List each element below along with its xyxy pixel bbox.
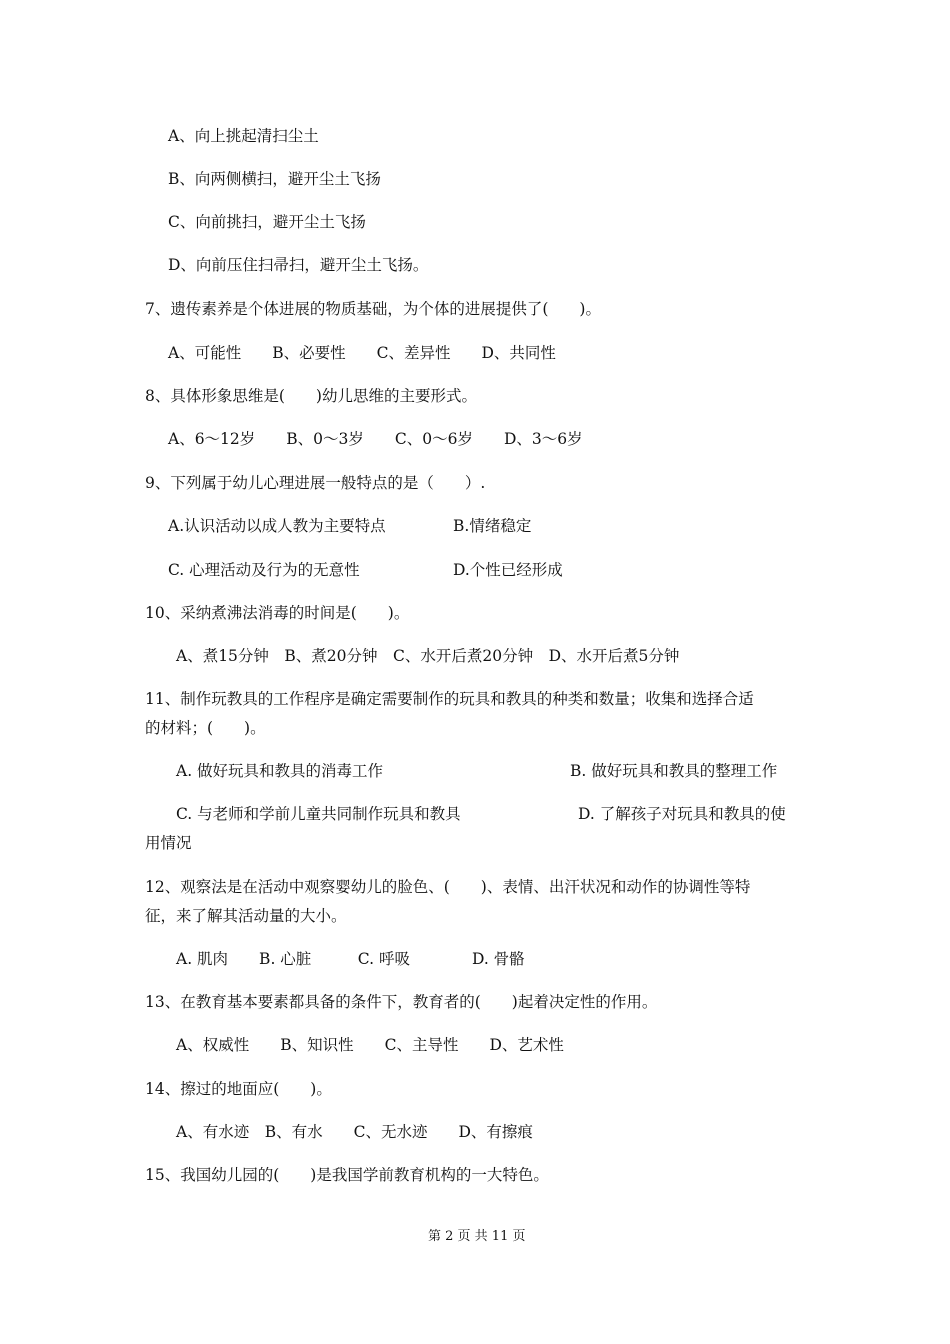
q6-option-d: D、向前压住扫帚扫，避开尘土飞扬。 [168, 256, 429, 274]
question-11-line-2: 的材料；( )。 [145, 719, 266, 737]
question-12-line-2: 征，来了解其活动量的大小。 [145, 907, 347, 925]
q6-option-c: C、向前挑扫，避开尘土飞扬 [168, 213, 366, 231]
question-15: 15、我国幼儿园的( )是我国学前教育机构的一大特色。 [145, 1166, 549, 1184]
question-10: 10、采纳煮沸法消毒的时间是( )。 [145, 604, 410, 622]
question-8: 8、具体形象思维是( )幼儿思维的主要形式。 [145, 387, 477, 405]
q9-option-d: D.个性已经形成 [453, 561, 563, 579]
q10-options: A、煮15分钟 B、煮20分钟 C、水开后煮20分钟 D、水开后煮5分钟 [176, 647, 680, 665]
q11-option-c: C. 与老师和学前儿童共同制作玩具和教具 [176, 805, 461, 823]
q11-option-d-cont: 用情况 [145, 834, 192, 852]
question-9: 9、下列属于幼儿心理进展一般特点的是（ ）. [145, 474, 486, 492]
q9-option-b: B.情绪稳定 [453, 517, 532, 535]
q9-option-a: A.认识活动以成人教为主要特点 [168, 517, 386, 535]
q11-option-b: B. 做好玩具和教具的整理工作 [570, 762, 778, 780]
page-footer: 第 2 页 共 11 页 [428, 1229, 526, 1244]
q8-options: A、6～12岁 B、0～3岁 C、0～6岁 D、3～6岁 [168, 430, 583, 448]
q9-option-c: C. 心理活动及行为的无意性 [168, 561, 360, 579]
question-12-line-1: 12、观察法是在活动中观察婴幼儿的脸色、( )、表情、出汗状况和动作的协调性等特 [145, 878, 751, 896]
q14-options: A、有水迹 B、有水 C、无水迹 D、有擦痕 [176, 1123, 533, 1141]
q13-options: A、权威性 B、知识性 C、主导性 D、艺术性 [176, 1036, 564, 1054]
q7-options: A、可能性 B、必要性 C、差异性 D、共同性 [168, 344, 556, 362]
q11-option-d: D. 了解孩子对玩具和教具的使 [578, 805, 786, 823]
q6-option-a: A、向上挑起清扫尘土 [168, 127, 319, 145]
q11-option-a: A. 做好玩具和教具的消毒工作 [176, 762, 384, 780]
q6-option-b: B、向两侧横扫，避开尘土飞扬 [168, 170, 381, 188]
question-13: 13、在教育基本要素都具备的条件下，教育者的( )起着决定性的作用。 [145, 993, 658, 1011]
question-14: 14、擦过的地面应( )。 [145, 1080, 332, 1098]
question-7: 7、遗传素养是个体进展的物质基础，为个体的进展提供了( )。 [145, 300, 601, 318]
q12-options: A. 肌肉 B. 心脏 C. 呼吸 D. 骨骼 [176, 950, 525, 968]
question-11-line-1: 11、制作玩教具的工作程序是确定需要制作的玩具和教具的种类和数量；收集和选择合适 [145, 690, 754, 708]
